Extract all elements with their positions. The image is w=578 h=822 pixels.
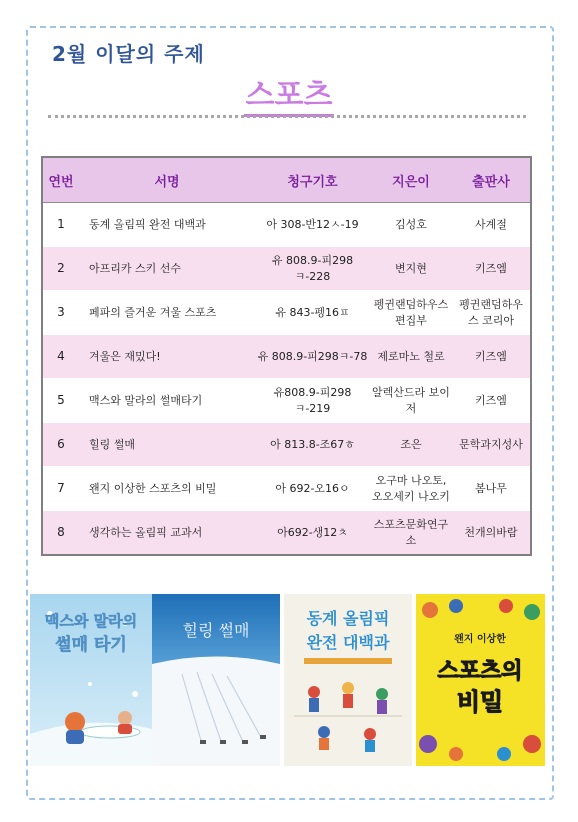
cell-publisher: 천개의바람 — [452, 511, 531, 556]
cell-publisher: 사계절 — [452, 203, 531, 247]
cell-number: 2 — [42, 247, 79, 291]
cell-number: 8 — [42, 511, 79, 556]
topic-title-text: 스포츠 — [244, 78, 335, 117]
cell-call-number: 유 808.9-피298ㅋ-228 — [255, 247, 370, 291]
cover-title-line1: 동계 올림픽 — [306, 609, 390, 628]
cell-title: 생각하는 올림픽 교과서 — [79, 511, 255, 556]
cell-title: 왠지 이상한 스포츠의 비밀 — [79, 467, 255, 511]
cover-title: 힐링 썰매 — [182, 621, 250, 640]
table-row — [42, 511, 531, 556]
cell-title: 아프리카 스키 선수 — [79, 247, 255, 291]
cell-call-number: 아 308-반12ㅅ-19 — [255, 203, 370, 247]
table-row — [42, 335, 531, 379]
cell-number: 4 — [42, 335, 79, 379]
cell-number: 3 — [42, 291, 79, 335]
cover-title-line2: 비밀 — [456, 688, 504, 716]
cell-call-number: 유 808.9-피298ㅋ-78 — [255, 335, 370, 379]
table-row — [42, 423, 531, 467]
column-header-call-number: 청구기호 — [255, 157, 370, 203]
column-header-title: 서명 — [79, 157, 255, 203]
cell-number: 1 — [42, 203, 79, 247]
cell-title: 동계 올림픽 완전 대백과 — [79, 203, 255, 247]
table-row — [42, 247, 531, 291]
table-row — [42, 467, 531, 511]
cell-publisher: 문학과지성사 — [452, 423, 531, 467]
cell-publisher: 키즈엠 — [452, 379, 531, 423]
cover-title-line1: 스포츠의 — [437, 659, 523, 684]
month-heading: 2월 이달의 주제 — [52, 42, 205, 66]
cover-title-line2: 완전 대백과 — [306, 633, 390, 652]
cell-call-number: 유808.9-피298ㅋ-219 — [255, 379, 370, 423]
cell-publisher: 키즈엠 — [452, 335, 531, 379]
column-header-number: 연번 — [42, 157, 79, 203]
cell-author: 오구마 나오토, 오오세키 나오키 — [370, 467, 452, 511]
table-row — [42, 291, 531, 335]
book-cover-strange-sports[interactable] — [416, 594, 545, 766]
book-cover-healing-sled[interactable] — [152, 594, 280, 766]
table-header-row — [42, 157, 531, 203]
cell-call-number: 아692-생12ㅊ — [255, 511, 370, 556]
cell-publisher: 봄나무 — [452, 467, 531, 511]
cell-call-number: 유 843-펭16ㅍ — [255, 291, 370, 335]
cell-author: 김성호 — [370, 203, 452, 247]
table-row — [42, 203, 531, 247]
cell-author: 변지현 — [370, 247, 452, 291]
book-covers — [30, 594, 545, 766]
cell-author: 조은 — [370, 423, 452, 467]
cell-title: 겨울은 재밌다! — [79, 335, 255, 379]
cell-publisher: 키즈엠 — [452, 247, 531, 291]
cell-author: 펭귄랜덤하우스 편집부 — [370, 291, 452, 335]
cover-title-line2: 썰매 타기 — [55, 635, 127, 655]
cell-author: 제로마노 철로 — [370, 335, 452, 379]
cell-call-number: 아 813.8-조67ㅎ — [255, 423, 370, 467]
cover-title-line1: 맥스와 말라의 — [44, 612, 138, 630]
cell-title: 맥스와 말라의 썰매타기 — [79, 379, 255, 423]
cover-subtitle: 왠지 이상한 — [454, 634, 506, 645]
book-table — [41, 156, 532, 556]
book-cover-max-and-marla[interactable] — [30, 594, 152, 766]
table-row — [42, 379, 531, 423]
cell-number: 6 — [42, 423, 79, 467]
column-header-author: 지은이 — [370, 157, 452, 203]
cell-number: 7 — [42, 467, 79, 511]
topic-title — [0, 70, 578, 114]
cell-title: 페파의 즐거운 겨울 스포츠 — [79, 291, 255, 335]
book-cover-winter-olympics[interactable] — [284, 594, 412, 766]
cell-author: 스포츠문화연구소 — [370, 511, 452, 556]
cell-publisher: 펭귄랜덤하우스 코리아 — [452, 291, 531, 335]
cell-number: 5 — [42, 379, 79, 423]
cell-author: 알렉산드라 보이저 — [370, 379, 452, 423]
cell-call-number: 아 692-오16ㅇ — [255, 467, 370, 511]
dotted-divider — [48, 115, 526, 118]
column-header-publisher: 출판사 — [452, 157, 531, 203]
cell-title: 힐링 썰매 — [79, 423, 255, 467]
